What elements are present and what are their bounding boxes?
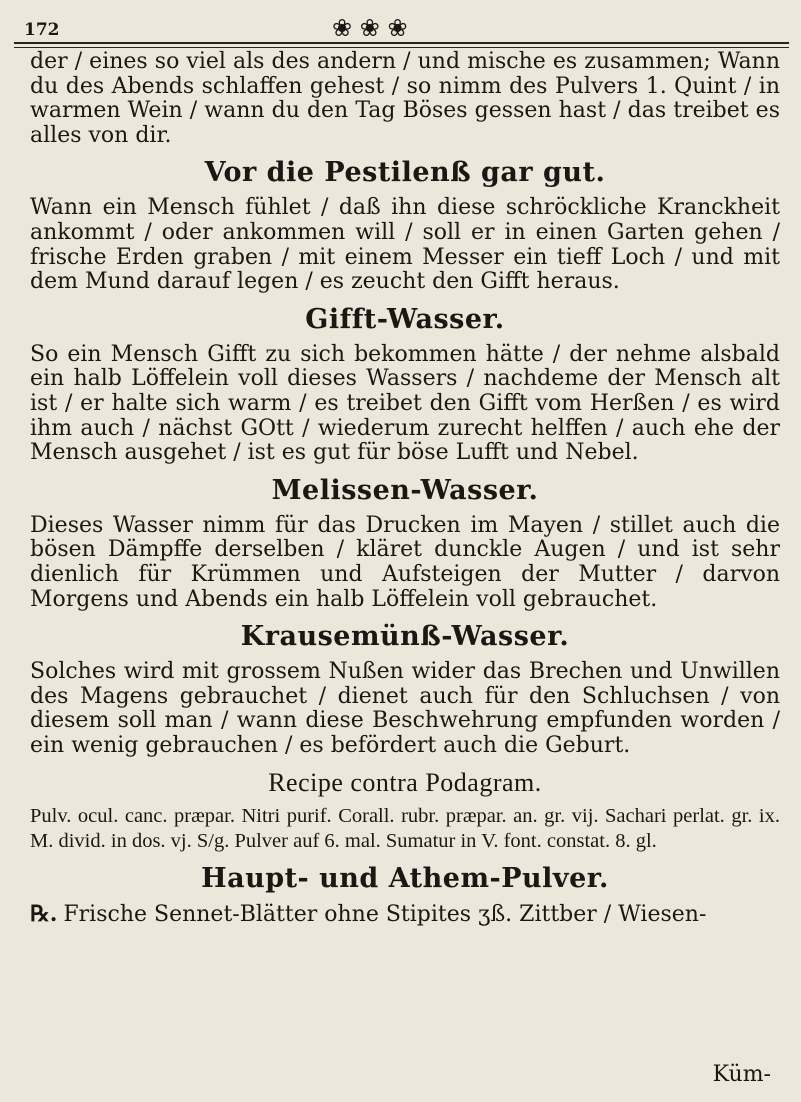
- paragraph-haupt-athem-pulver: [30, 902, 780, 928]
- paragraph-gifft-wasser: So ein Mensch Gifft zu sich bekommen hätte / der nehme alsbald ein halb Löffelein voll dieses Wassers / nachdeme der Mensch alt ist / er halte sich warm / es treibet den Gifft vom Herßen / es wird ihm auch / nächst GOtt / wiederum zurecht helffen / auch ehe der Mensch ausgehet / ist es gut für böse Lufft und Nebel.: [30, 341, 780, 466]
- page-header: [14, 6, 789, 42]
- page-number: 172: [24, 20, 60, 40]
- heading-pestilenz: Vor die Pestilenß gar gut.: [204, 157, 606, 189]
- paragraph-melissen-wasser: Dieses Wasser nimm für das Drucken im Mayen / stillet auch die bösen Dämpffe derselben / kläret dunckle Augen / und ist sehr dienlich für Krümmen und Aufsteigen der Mutter / darvon Morgens und Abends ein halb Löffelein voll gebrauchet.: [30, 512, 780, 612]
- paragraph-top: der / eines so viel als des andern / und mische es zusammen; Wann du des Abends schlaffen gehest / so nimm des Pulvers 1. Quint / in warmen Wein / wann du den Tag Böses gessen hast / das treibet es alles von dir.: [30, 49, 780, 148]
- page-body: [30, 50, 780, 927]
- paragraph-krausemuenz-wasser: Solches wird mit grossem Nußen wider das Brechen und Unwillen des Magens gebrauchet / dienet auch für den Schluchsen / von diesem soll man / wann diese Beschwehrung empfunden worden / ein wenig gebrauchen / es befördert auch die Geburt.: [30, 659, 780, 758]
- heading-gifft-wasser: Gifft-Wasser.: [305, 303, 505, 335]
- heading-recipe-podagram: Recipe contra Podagram.: [268, 768, 542, 798]
- paragraph-pestilenz: Wann ein Mensch fühlet / daß ihn diese schröckliche Kranckheit ankommt / oder ankommen will / soll er in einen Garten gehen / frische Erden graben / mit einem Messer ein tieff Loch / und mit dem Mund darauf legen / es zeucht den Gifft heraus.: [30, 195, 780, 295]
- heading-haupt-athem-pulver: Haupt- und Athem-Pulver.: [201, 862, 609, 894]
- header-rule: [14, 42, 789, 48]
- paragraph-haupt-text: Frische Sennet-Blätter ohne Stipites ʒß. Zittber / Wiesen-: [63, 901, 707, 927]
- header-ornament: ❀ ❀ ❀: [332, 14, 408, 42]
- heading-krausemuenz-wasser: Krausemünß-Wasser.: [240, 621, 570, 653]
- paragraph-recipe: Pulv. ocul. canc. præpar. Nitri purif. Corall. rubr. præpar. an. gr. vij. Sachari perlat. gr. ix. M. divid. in dos. vj. S/g. Pulver auf 6. mal. Sumatur in V. font. constat. 8. gl.: [30, 805, 780, 853]
- catchword: Küm-: [712, 1062, 771, 1087]
- heading-melissen-wasser: Melissen-Wasser.: [271, 474, 539, 506]
- recipe-symbol: ℞.: [30, 900, 58, 927]
